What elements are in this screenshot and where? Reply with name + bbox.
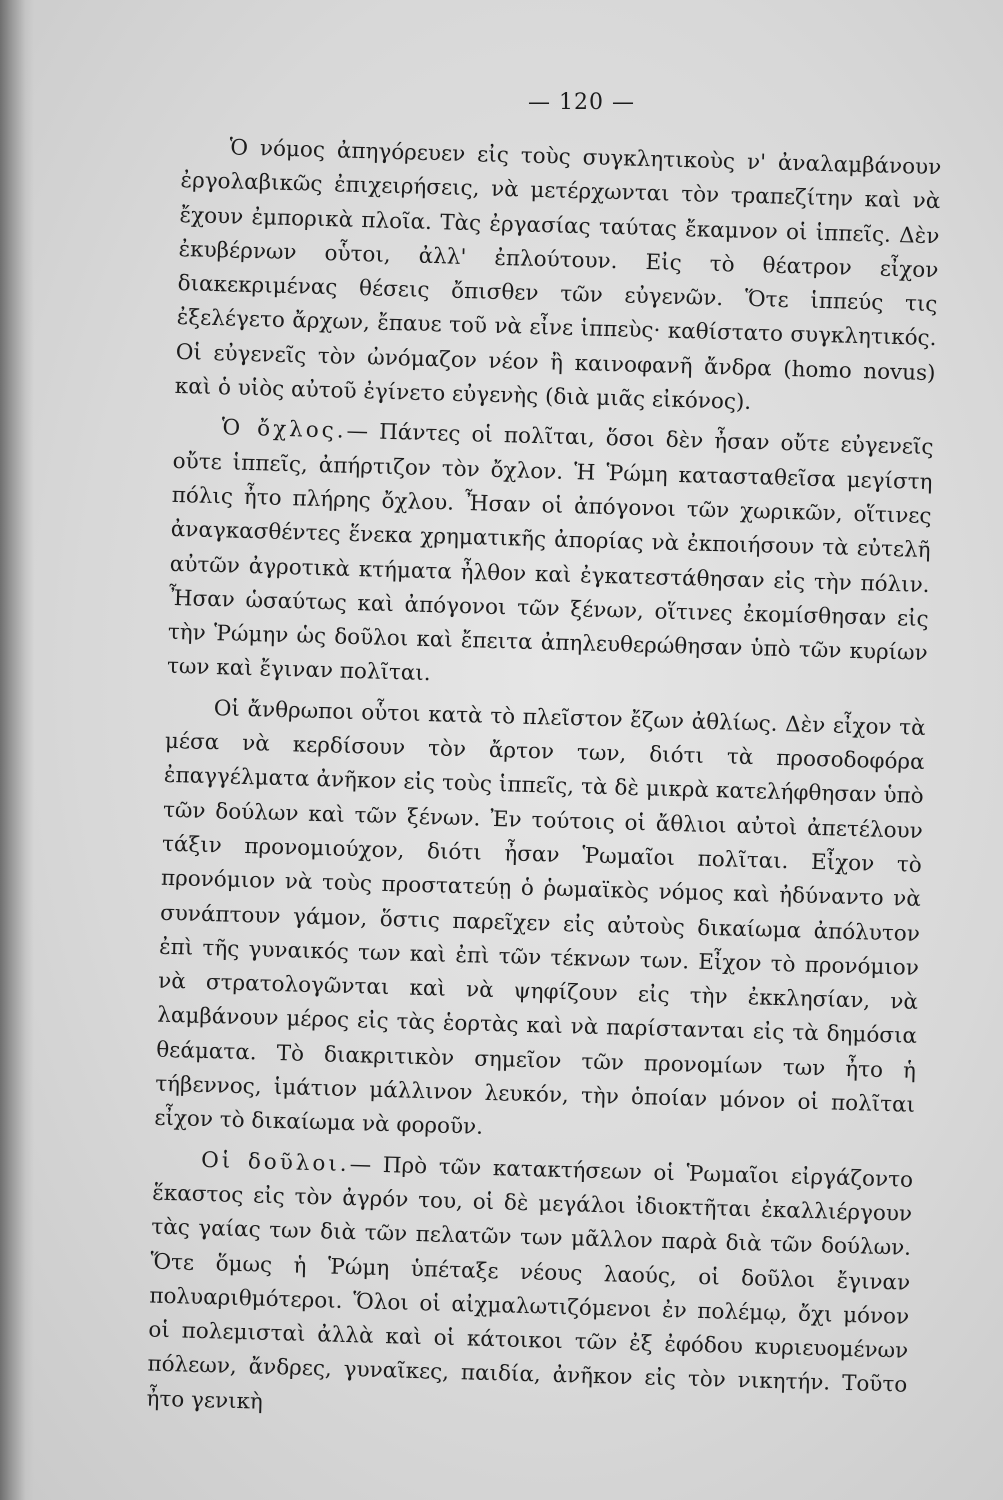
paragraph-2 <box>167 410 934 705</box>
paragraph-4 <box>146 1142 913 1437</box>
paragraph-3: Οἱ ἄνθρωποι οὗτοι κατὰ τὸ πλεῖστον ἔζων ἀθλίως. Δὲν εἶχον τὰ μέσα νὰ κερδίσουν τὸν ἄρτον των, διότι τὰ προσοδοφόρα ἐπαγγέλματα ἀνῆκον εἰς τοὺς ἱππεῖς, τὰ δὲ μικρὰ κατελήφθησαν ὑπὸ τῶν δούλων καὶ τῶν ξένων. Ἐν τούτοις οἱ ἄθλιοι αὐτοὶ ἀπετέλουν τάξιν προνομιούχον, διότι ἦσαν Ῥωμαῖοι πολῖται. Εἶχον τὸ προνόμιον νὰ τοὺς προστατεύῃ ὁ ῥωμαϊκὸς νόμος καὶ ἠδύναντο νὰ συνάπτουν γάμον, ὅστις παρεῖχεν εἰς αὐτοὺς δικαίωμα ἀπόλυτον ἐπὶ τῆς γυναικός των καὶ ἐπὶ τῶν τέκνων των. Εἶχον τὸ προνόμιον νὰ στρατολογῶνται καὶ νὰ ψηφίζουν εἰς τὴν ἐκκλησίαν, νὰ λαμβάνουν μέρος εἰς τὰς ἑορτὰς καὶ νὰ παρίστανται εἰς τὰ δημόσια θεάματα. Τὸ διακριτικὸν σημεῖον τῶν προνομίων των ἦτο ἡ τήβεννος, ἱμάτιον μάλλινον λευκόν, τὴν ὁποίαν μόνον οἱ πολῖται εἶχον τὸ δικαίωμα νὰ φοροῦν. <box>154 695 926 1141</box>
section-heading-ochlos: Ὁ ὄχλος. <box>221 415 347 445</box>
section-heading-douloi: Οἱ δοῦλοι. <box>200 1147 351 1177</box>
page-number: — 120 — <box>528 90 635 115</box>
paragraph-1: Ὁ νόμος ἀπηγόρευεν εἰς τοὺς συγκλητικοὺς ν' ἀναλαμβάνουν ἐργολαβικῶς ἐπιχειρήσεις, νὰ μετέρχωνται τὸν τραπεζίτην καὶ νὰ ἔχουν ἐμπορικὰ πλοῖα. Τὰς ἐργασίας ταύτας ἔκαμνον οἱ ἱππεῖς. Δὲν ἐκυβέρνων οὗτοι, ἀλλ' ἐπλούτουν. Εἰς τὸ θέατρον εἶχον διακεκριμένας θέσεις ὄπισθεν τῶν εὐγενῶν. Ὅτε ἱππεύς τις ἐξελέγετο ἄρχων, ἔπαυε τοῦ νὰ εἶνε ἱππεὺς· καθίστατο συγκλητικός. Οἱ εὐγενεῖς τὸν ὠνόμαζον νέον ἢ καινοφανῆ ἄνδρα (homo novus) καὶ ὁ υἱὸς αὐτοῦ ἐγίνετο εὐγενὴς (διὰ μιᾶς εἰκόνος). <box>174 135 942 416</box>
paragraph-2-text: — Πάντες οἱ πολῖται, ὅσοι δὲν ἦσαν οὔτε εὐγενεῖς οὔτε ἱππεῖς, ἀπήρτιζον τὸν ὄχλον. Ἡ Ῥώμη κατασταθεῖσα μεγίστη πόλις ἦτο πλήρης ὄχλου. Ἦσαν οἱ ἀπόγονοι τῶν χωρικῶν, οἵτινες ἀναγκασθέντες ἕνεκα χρηματικῆς ἀπορίας νὰ ἐκποιήσουν τὰ εὐτελῆ αὐτῶν ἀγροτικὰ κτήματα ἦλθον καὶ ἐγκατεστάθησαν εἰς τὴν πόλιν. Ἦσαν ὡσαύτως καὶ ἀπόγονοι τῶν ξένων, οἵτινες ἐκομίσθησαν εἰς τὴν Ῥώμην ὡς δοῦλοι καὶ ἔπειτα ἀπηλευθερώθησαν ὑπὸ τῶν κυρίων των καὶ ἔγιναν πολῖται. <box>166 419 934 687</box>
page-body <box>146 130 942 1438</box>
page-binding-shadow <box>0 0 34 1500</box>
paragraph-4-text: — Πρὸ τῶν κατακτήσεων οἱ Ῥωμαῖοι εἰργάζοντο ἕκαστος εἰς τὸν ἀγρόν του, οἱ δὲ μεγάλοι ἰδιοκτῆται ἐκαλλιέργουν τὰς γαίας των διὰ τῶν πελατῶν των μᾶλλον παρὰ διὰ τῶν δούλων. Ὅτε ὅμως ἡ Ῥώμη ὑπέταξε νέους λαούς, οἱ δοῦλοι ἔγιναν πολυαριθμότεροι. Ὅλοι οἱ αἰχμαλωτιζόμενοι ἐν πολέμῳ, ὄχι μόνον οἱ πολεμισταὶ ἀλλὰ καὶ οἱ κάτοικοι τῶν ἐξ ἐφόδου κυριευομένων πόλεων, ἄνδρες, γυναῖκες, παιδία, ἀνῆκον εἰς τὸν νικητήν. Τοῦτο ἦτο γενικὴ <box>146 1151 914 1415</box>
